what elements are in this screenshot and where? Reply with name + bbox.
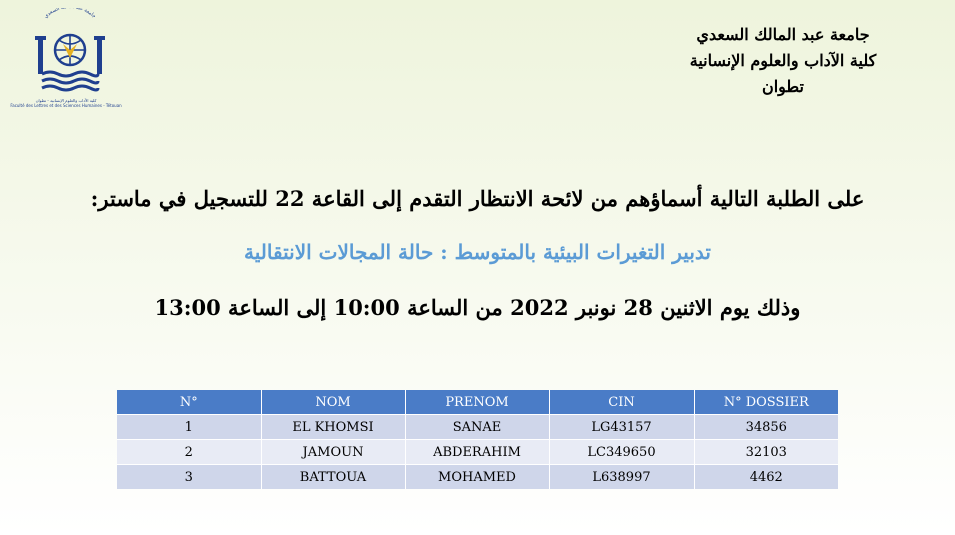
table-row	[117, 440, 838, 465]
table-row	[117, 465, 838, 490]
cell-number: 2	[117, 440, 261, 465]
column-header-nom: NOM	[261, 390, 405, 415]
cell-prenom: SANAE	[405, 415, 549, 440]
cell-number: 3	[117, 465, 261, 490]
logo-caption-ar: كلية الآداب والعلوم الإنسانية - تطوان	[35, 98, 97, 103]
svg-text:جامعة عبد المالك السعدي	[43, 8, 97, 20]
cell-dossier: 4462	[694, 465, 838, 490]
cell-number: 1	[117, 415, 261, 440]
logo-caption-fr: Faculté des Lettres et des Sciences Humaines - Tétouan	[10, 103, 122, 108]
column-header-prenom: PRENOM	[405, 390, 549, 415]
cell-prenom: ABDERAHIM	[405, 440, 549, 465]
column-header-dossier: N° DOSSIER	[694, 390, 838, 415]
schedule-line: وذلك يوم الاثنين 28 نونبر 2022 من الساعة 10:00 إلى الساعة 13:00	[154, 295, 801, 320]
table-header-row	[117, 390, 838, 415]
cell-prenom: MOHAMED	[405, 465, 549, 490]
cell-cin: LG43157	[549, 415, 694, 440]
cell-cin: LC349650	[549, 440, 694, 465]
table-row	[117, 415, 838, 440]
institution-header	[633, 22, 933, 100]
announcement-line: على الطلبة التالية أسماؤهم من لائحة الانتظار التقدم إلى القاعة 22 للتسجيل في ماستر:	[90, 186, 865, 211]
university-name: جامعة عبد المالك السعدي	[696, 25, 870, 44]
column-header-number: N°	[117, 390, 261, 415]
cell-nom: JAMOUN	[261, 440, 405, 465]
cell-nom: BATTOUA	[261, 465, 405, 490]
cell-dossier: 34856	[694, 415, 838, 440]
faculty-name: كلية الآداب والعلوم الإنسانية	[689, 51, 877, 70]
students-table	[117, 390, 838, 489]
logo-caption	[6, 98, 126, 108]
cell-dossier: 32103	[694, 440, 838, 465]
cell-cin: L638997	[549, 465, 694, 490]
master-title: تدبير التغيرات البيئية بالمتوسط : حالة المجالات الانتقالية	[244, 240, 711, 264]
city-name: تطوان	[761, 77, 805, 96]
logo-arc-text: جامعة عب السعدي	[43, 8, 97, 20]
column-header-cin: CIN	[549, 390, 694, 415]
cell-nom: EL KHOMSI	[261, 415, 405, 440]
university-emblem-icon	[22, 8, 118, 100]
